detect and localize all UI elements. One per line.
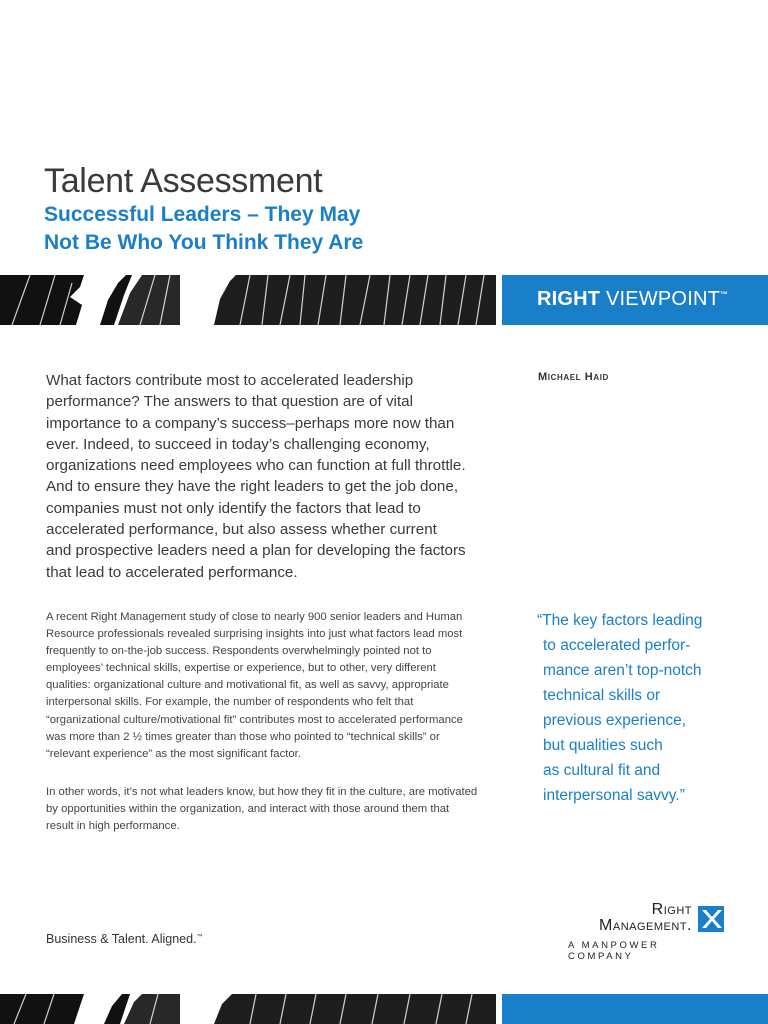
author-name: Michael Haid <box>538 371 609 383</box>
footer-tagline <box>46 932 203 946</box>
pull-quote-line: to accelerated perfor- <box>543 637 691 654</box>
body-paragraph-1: A recent Right Management study of close to nearly 900 senior leaders and Human Resource professionals revealed surprising insights into just what factors lead most frequently to on-the-job success. Respondents overwhelmingly pointed not to employees’ technical skills, expertise or experience, but to other, very different qualities: organizational culture and motivational fit, as well as savvy, appropriate interpersonal skills. For example, the number of respondents who felt that “organizational culture/motivational fit” contributes most to accelerated performance was more than 2 ½ times greater than those who pointed to “technical skills” or “relevant experience” as the most significant factor. <box>46 611 463 760</box>
document-subtitle <box>44 201 363 257</box>
pull-quote <box>537 608 737 808</box>
pull-quote-line: “The key factors leading <box>537 612 703 629</box>
brand-viewpoint: VIEWPOINT <box>605 288 721 310</box>
document-title: Talent Assessment <box>44 162 323 200</box>
pull-quote-line: previous experience, <box>543 712 687 729</box>
logo-subtitle: A MANPOWER COMPANY <box>568 940 660 962</box>
pull-quote-line: interpersonal savvy.” <box>543 787 685 804</box>
subtitle-line-1: Successful Leaders – They May <box>44 203 361 226</box>
pull-quote-line: as cultural fit and <box>543 762 661 779</box>
subtitle-line-2: Not Be Who You Think They Are <box>44 231 364 254</box>
tagline-trademark: ™ <box>196 933 203 940</box>
pull-quote-line: but qualities such <box>543 737 663 754</box>
brush-stroke-image <box>0 994 496 1024</box>
trademark-mark: ™ <box>720 290 729 299</box>
brush-stroke-footer <box>0 994 496 1024</box>
lead-paragraph: What factors contribute most to accelerated leadership performance? The answers to that question are of vital importance to a company’s success–perhaps more now than ever. Indeed, to succeed in today’s challenging economy, organizations need employees who can function at full throttle. And to ensure they have the right leaders to get the job done, companies must not only identify the factors that lead to accelerated performance, but also assess whether current and prospective leaders need a plan for developing the factors that lead to accelerated performance. <box>46 372 466 581</box>
logo-wordmark <box>599 902 692 934</box>
brush-stroke-banner <box>0 275 496 325</box>
pull-quote-line: technical skills or <box>543 687 661 704</box>
right-management-logo <box>566 901 726 962</box>
logo-line-2: Management. <box>599 917 692 934</box>
bottom-blue-bar <box>502 994 768 1024</box>
brand-right: RIGHT <box>537 288 601 310</box>
brush-stroke-image <box>0 275 496 325</box>
tagline-text: Business & Talent. Aligned. <box>46 932 197 946</box>
logo-line-1: Right <box>651 901 692 918</box>
pull-quote-line: mance aren’t top-notch <box>543 662 702 679</box>
right-viewpoint-banner <box>502 275 768 325</box>
right-viewpoint-label <box>537 288 728 311</box>
body-paragraph-2: In other words, it’s not what leaders know, but how they fit in the culture, are motivated by opportunities within the organization, and interact with those around them that result in high performance. <box>46 786 478 833</box>
right-management-x-logo-icon <box>698 906 724 932</box>
